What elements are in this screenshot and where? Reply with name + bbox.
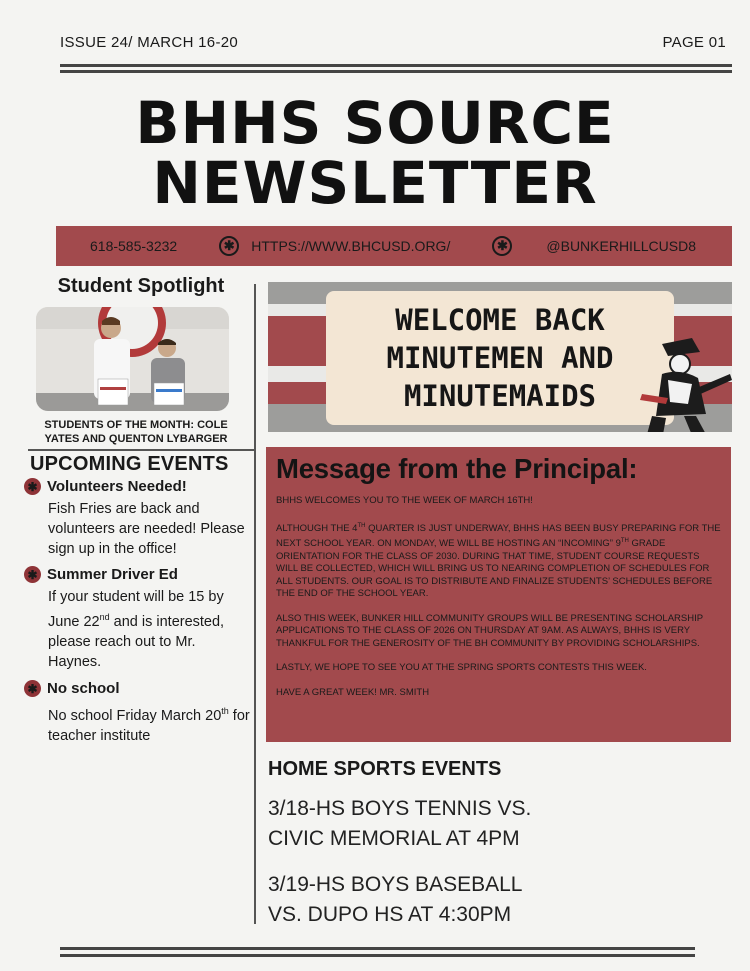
top-rule-1 [60,64,732,67]
welcome-line2: MINUTEMEN AND [386,341,614,375]
asterisk-circle-icon: ✱ [492,236,512,256]
photo-caption: STUDENTS OF THE MONTH: COLE YATES AND QUENTON LYBARGER [44,419,228,445]
spotlight-title: Student Spotlight [57,275,225,297]
newsletter-title-line1: BHHS SOURCE [135,89,615,157]
bottom-rule-1 [60,947,695,950]
website-link[interactable]: HTTPS://WWW.BHCUSD.ORG/ [251,238,451,254]
principal-paragraph: HAVE A GREAT WEEK! MR. SMITH [276,686,430,698]
event-heading: Volunteers Needed! [47,478,187,495]
event-item [24,566,252,672]
principal-paragraph: ALTHOUGH THE 4TH QUARTER IS JUST UNDERWAY, BHHS HAS BEEN BUSY PREPARING FOR THE NEXT SCHOOL YEAR. ON MONDAY, WE WILL BE HOSTING AN “INCOMING” 9TH GRADE ORIENTATION FOR THE CLASS OF 2030. DURING THAT TIME, STUDENT COURSE REQUESTS WILL BE COLLECTED, WHICH WILL BRING US TO NEARING COMPLETION OF SCHEDULES FOR ALL STUDENTS. OUR GOAL IS TO DISTRIBUTE AND FINALIZE STUDENTS’ SCHEDULES BEFORE THE END OF THE SCHOOL YEAR. [276,522,721,600]
event-body: If your student will be 15 by June 22nd and is interested, please reach out to Mr. Haynes. [48,589,225,670]
asterisk-circle-icon: ✱ [219,236,239,256]
event-heading: No school [47,680,120,697]
minuteman-mascot-icon [622,334,732,432]
phone-number: 618-585-3232 [90,238,178,254]
sport-event: 3/19-HS BOYS BASEBALL VS. DUPO HS AT 4:30PM [268,873,523,926]
contact-bar [56,226,732,266]
issue-label: ISSUE 24/ MARCH 16-20 [60,34,239,51]
principal-title: Message from the Principal: [276,453,638,484]
sports-title: HOME SPORTS EVENTS [268,758,502,780]
event-body: Fish Fries are back and volunteers are needed! Please sign up in the office! [48,501,245,557]
principal-paragraph: BHHS WELCOMES YOU TO THE WEEK OF MARCH 16TH! [276,495,533,506]
page-number: PAGE 01 [662,34,726,51]
column-divider [254,284,256,924]
website-item [219,236,450,256]
social-handle[interactable]: @BUNKERHILLCUSD8 [546,238,696,254]
principal-paragraph: LASTLY, WE HOPE TO SEE YOU AT THE SPRING SPORTS CONTESTS THIS WEEK. [276,662,647,674]
left-rule [28,449,254,451]
event-item [24,680,252,746]
students-photo [36,307,229,411]
asterisk-bullet-icon: ✱ [24,566,41,583]
bottom-rule-2 [60,954,695,957]
asterisk-bullet-icon: ✱ [24,478,41,495]
welcome-line1: WELCOME BACK [395,303,605,337]
event-heading: Summer Driver Ed [47,566,178,583]
welcome-banner [268,282,732,432]
social-item [492,236,696,256]
top-rule-2 [60,70,732,73]
sport-event: 3/18-HS BOYS TENNIS VS. CIVIC MEMORIAL AT 4PM [268,797,532,850]
asterisk-bullet-icon: ✱ [24,680,41,697]
principal-paragraph: ALSO THIS WEEK, BUNKER HILL COMMUNITY GROUPS WILL BE PRESENTING SCHOLARSHIP APPLICATIONS TO THE CLASS OF 2026 ON THURSDAY AT 9AM. AS ALWAYS, BHHS IS VERY THANKFUL FOR THE GENEROSITY OF THE BH COMMUNITY BY PROVIDING SCHOLARSHIPS. [276,612,703,649]
principal-message [266,447,731,742]
event-body: No school Friday March 20th for teacher institute [48,706,250,744]
events-title: UPCOMING EVENTS [30,453,229,475]
welcome-line3: MINUTEMAIDS [403,379,597,413]
newsletter-title-line2: NEWSLETTER [152,149,598,217]
event-item [24,478,252,559]
